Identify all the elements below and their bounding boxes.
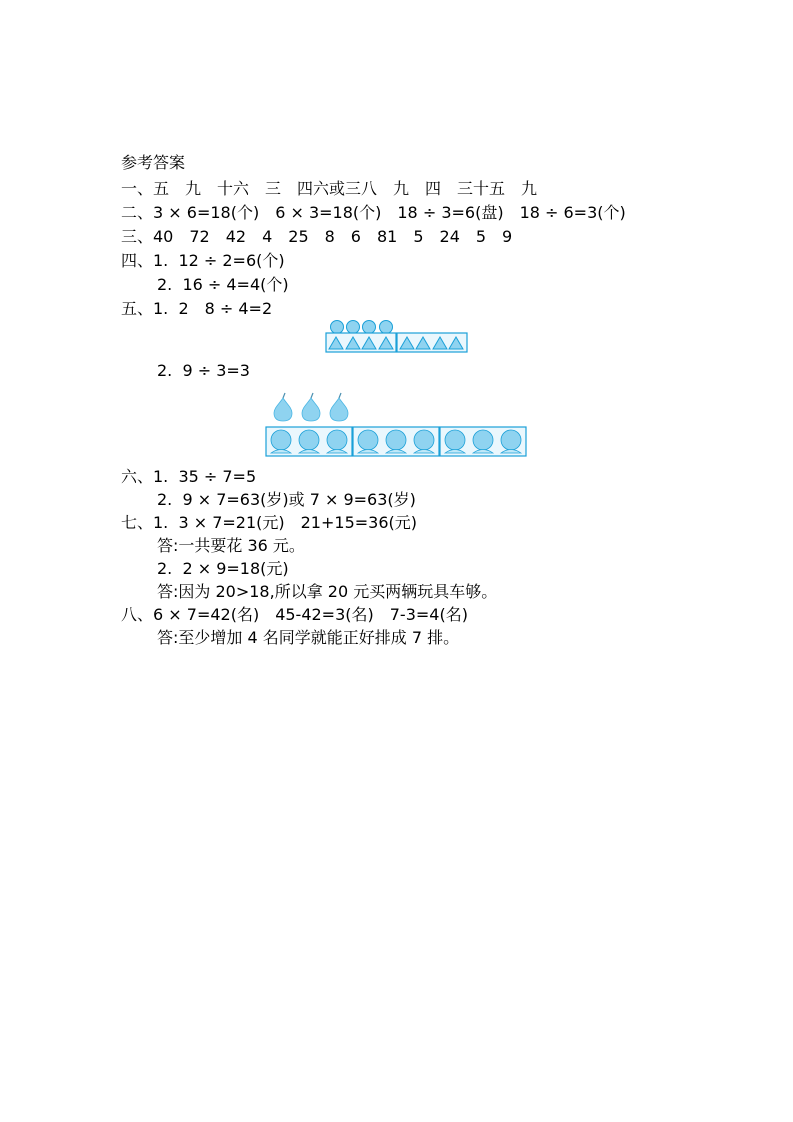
answer-line-8: 六、1. 35 ÷ 7=5	[121, 467, 257, 486]
pear-row	[274, 398, 348, 421]
answer-line-9: 2. 9 × 7=63(岁)或 7 × 9=63(岁)	[157, 490, 416, 509]
answer-line-5: 2. 16 ÷ 4=4(个)	[157, 275, 289, 294]
circle-row	[331, 321, 393, 334]
answer-line-4: 四、1. 12 ÷ 2=6(个)	[121, 251, 285, 270]
answer-line-2: 二、3 × 6=18(个) 6 × 3=18(个) 18 ÷ 3=6(盘) 18 ÷ 6=3(个)	[121, 203, 626, 222]
triangle-groups	[326, 333, 467, 352]
answer-line-10: 七、1. 3 × 7=21(元) 21+15=36(元)	[121, 513, 418, 532]
answer-line-14: 八、6 × 7=42(名) 45-42=3(名) 7-3=4(名)	[121, 605, 468, 624]
answer-line-7: 2. 9 ÷ 3=3	[157, 361, 250, 380]
answer-title: 参考答案	[121, 153, 186, 172]
answer-line-3: 三、40 72 42 4 25 8 6 81 5 24 5 9	[121, 227, 513, 246]
answer-line-15: 答:至少增加 4 名同学就能正好排成 7 排。	[157, 628, 460, 647]
answer-line-6: 五、1. 2 8 ÷ 4=2	[121, 299, 273, 318]
fruit-groups	[266, 427, 526, 456]
answer-line-11: 答:一共要花 36 元。	[157, 536, 305, 555]
answer-line-1: 一、五 九 十六 三 四六或三八 九 四 三十五 九	[121, 179, 538, 198]
answer-line-12: 2. 2 × 9=18(元)	[157, 559, 289, 578]
answer-line-13: 答:因为 20>18,所以拿 20 元买两辆玩具车够。	[157, 582, 498, 601]
pear-stems	[283, 393, 341, 398]
